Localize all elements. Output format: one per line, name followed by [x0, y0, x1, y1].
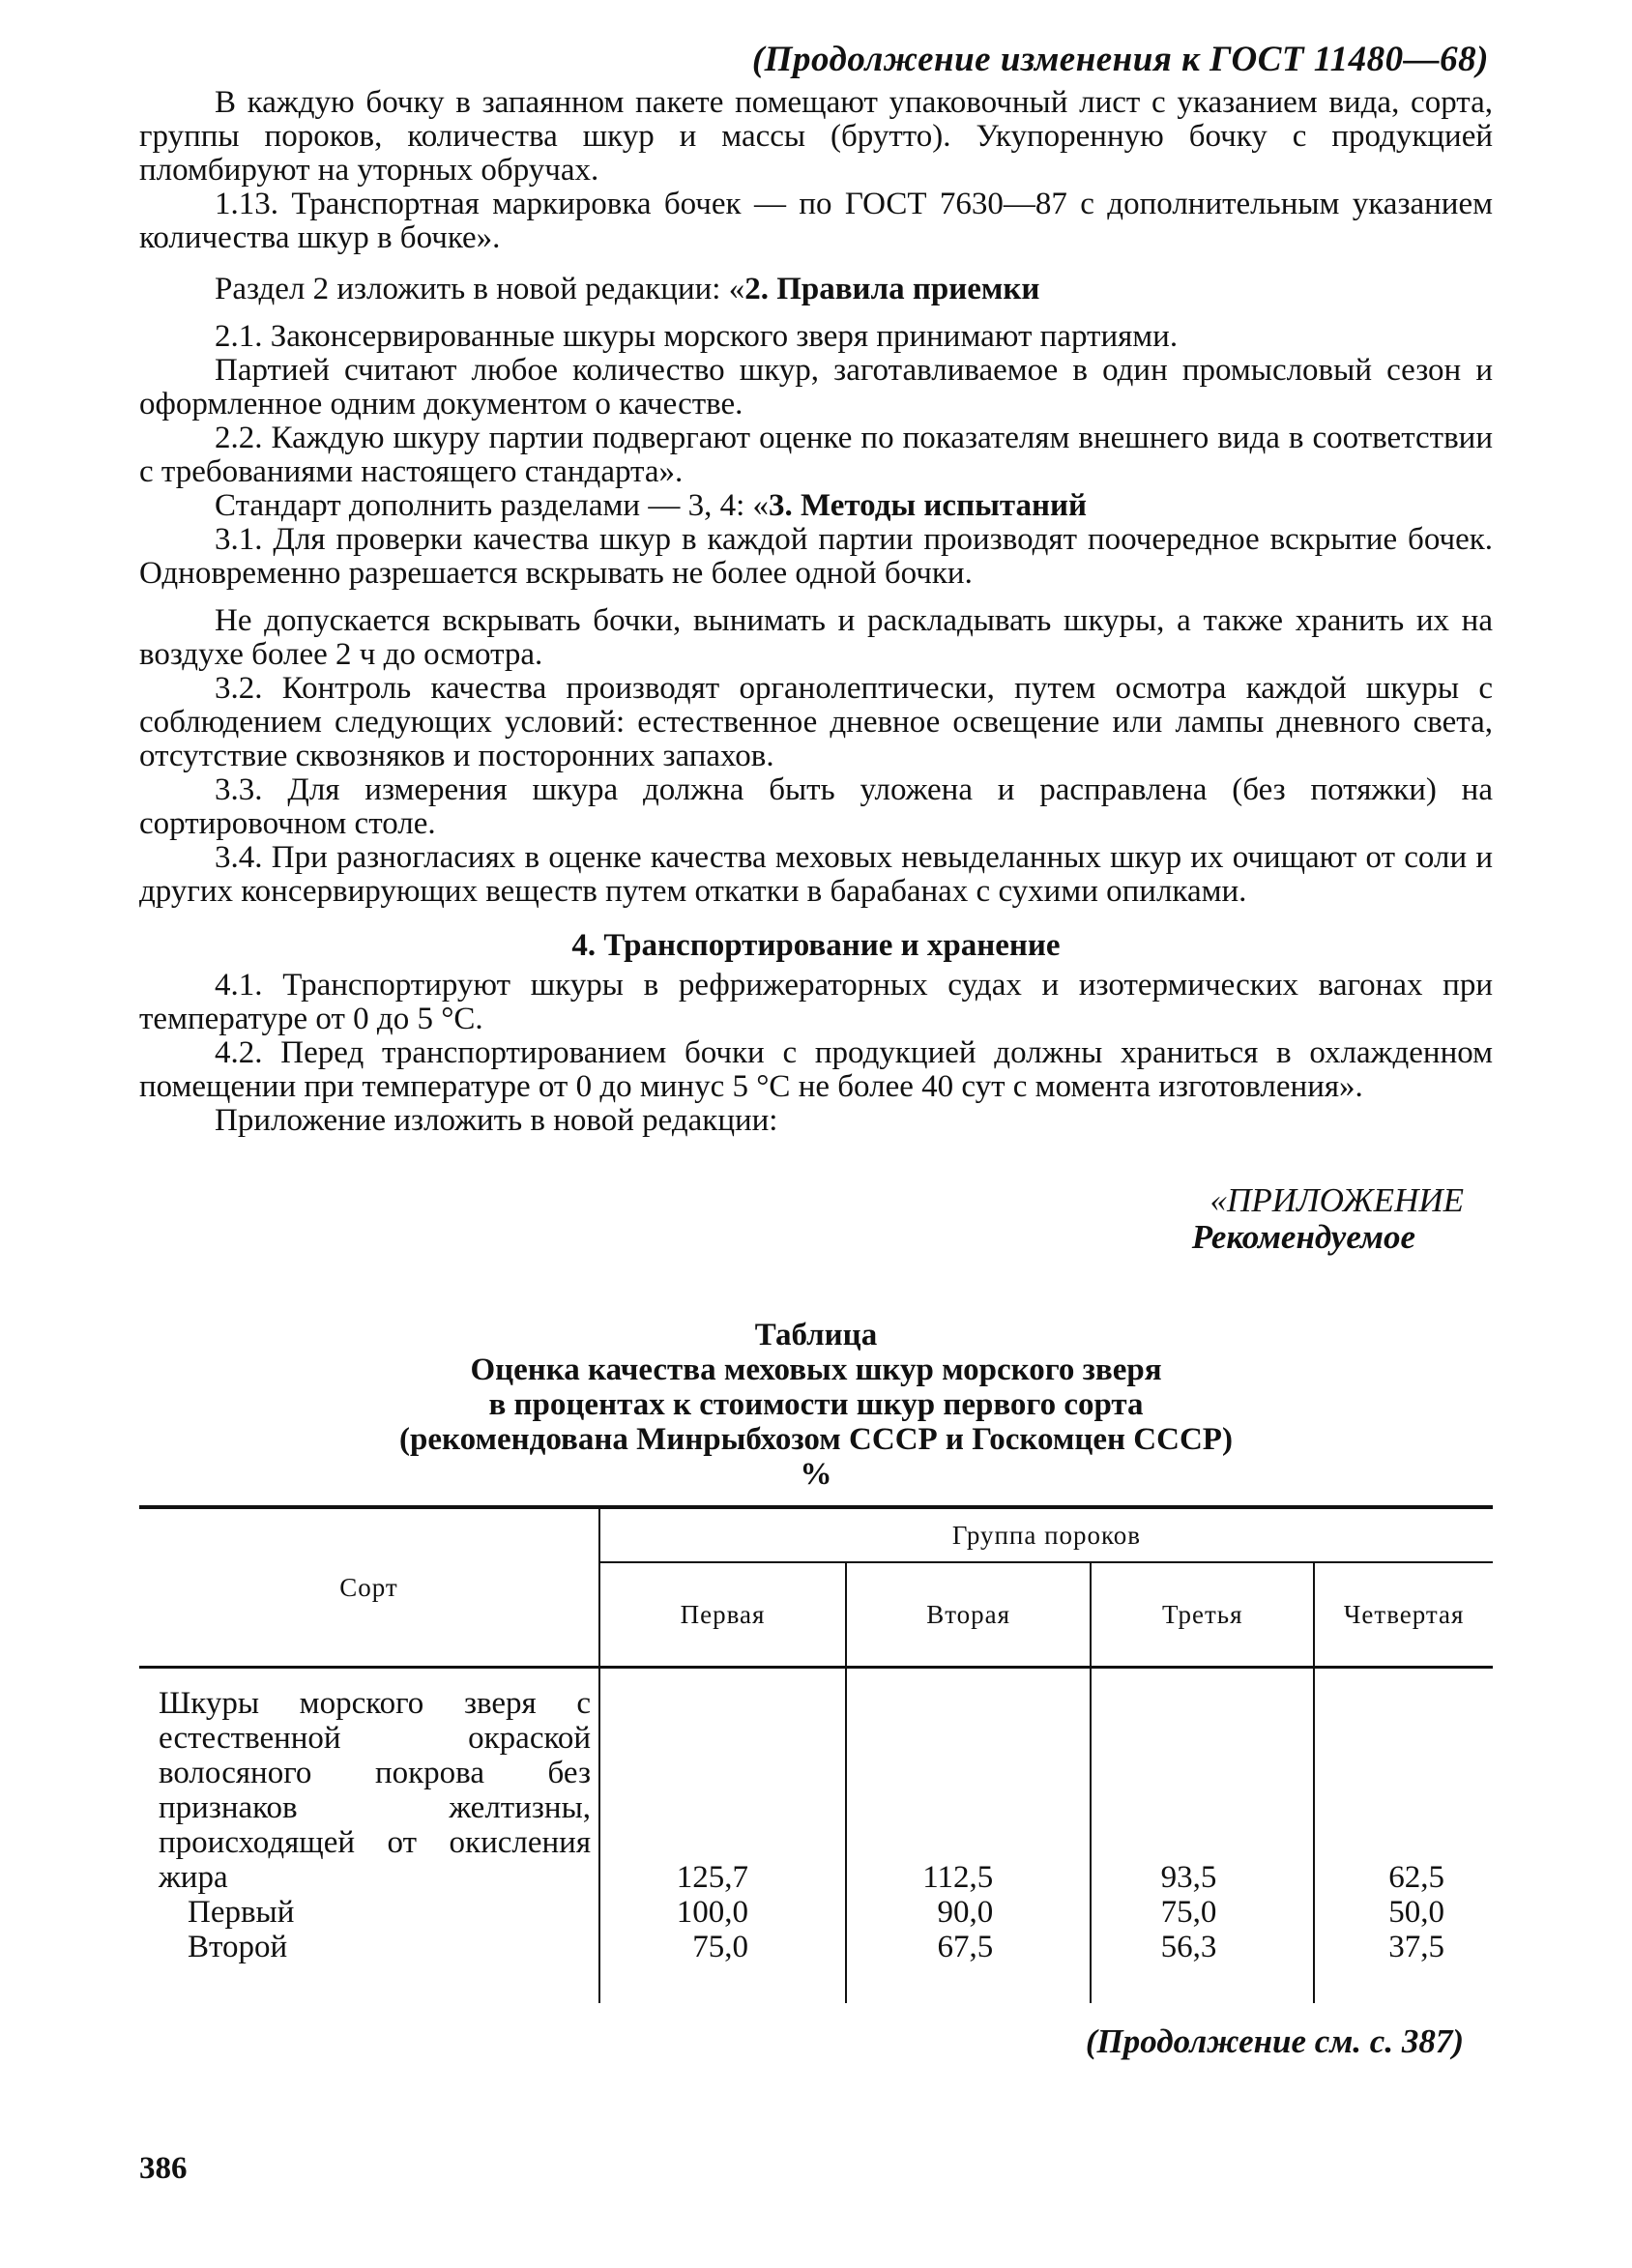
- paragraph: 2.2. Каждую шкуру партии подвергают оценке по показателям внешнего вида в соответствии с требованиями настоящего стандарта».: [139, 421, 1493, 489]
- table-cell: 125,7: [599, 1668, 846, 1896]
- paragraph: 1.13. Транспортная маркировка бочек — по ГОСТ 7630—87 с дополнительным указанием количества шкур в бочке».: [139, 187, 1493, 255]
- table-cell: 50,0: [1388, 1895, 1444, 1930]
- section-title: 2. Правила приемки: [744, 272, 1040, 306]
- table-caption-line: в процентах к стоимости шкур первого сорта: [488, 1387, 1144, 1422]
- paragraph: Партией считают любое количество шкур, заготавливаемое в один промысловый сезон и оформленное одним документом о качестве.: [139, 353, 1493, 422]
- paragraph: 3.3. Для измерения шкура должна быть уложена и расправлена (без потяжки) на сортировочном столе.: [139, 772, 1493, 841]
- row-label-cell: [139, 1895, 599, 1930]
- paragraph: [139, 489, 1493, 523]
- paragraph: 3.1. Для проверки качества шкур в каждой партии производят поочередное вскрытие бочек. Одновременно разрешается вскрывать не более одной бочки.: [139, 522, 1493, 591]
- paragraph: [139, 273, 1493, 306]
- paragraph: 3.2. Контроль качества производят органолептически, путем осмотра каждой шкуры с соблюдением следующих условий: естественное дневное освещение или лампы дневного света, отсутствие сквозняков и посторонних запахов.: [139, 671, 1493, 773]
- column-header: Первая: [599, 1562, 846, 1668]
- appendix-subtitle: Рекомендуемое: [1191, 1218, 1415, 1256]
- running-header: (Продолжение изменения к ГОСТ 11480—68): [751, 40, 1489, 79]
- column-header: Четвертая: [1314, 1562, 1493, 1668]
- continuation-note: (Продолжение см. с. 387): [1085, 2022, 1464, 2060]
- paragraph: 3.4. При разногласиях в оценке качества меховых невыделанных шкур их очищают от соли и других консервирующих веществ путем откатки в барабанах с сухими опилками.: [139, 840, 1493, 909]
- section-title: 3. Методы испытаний: [769, 488, 1088, 523]
- document-page: [139, 39, 1493, 2061]
- paragraph-text: Стандарт дополнить разделами — 3, 4: «: [215, 488, 770, 523]
- paragraph: Не допускается вскрывать бочки, вынимать и раскладывать шкуры, а также хранить их на воздухе более 2 ч до осмотра.: [139, 603, 1493, 672]
- table-cell: 112,5: [846, 1668, 1091, 1896]
- table-caption-line: (рекомендована Минрыбхозом СССР и Госкомцен СССР): [399, 1422, 1233, 1457]
- column-header: Третья: [1091, 1562, 1314, 1668]
- table-cell: 67,5: [846, 1930, 1091, 2003]
- page-number: 386: [139, 2151, 188, 2186]
- column-header: Вторая: [846, 1562, 1091, 1668]
- table-caption-line: Таблица: [754, 1318, 878, 1352]
- paragraph: В каждую бочку в запаянном пакете помещают упаковочный лист с указанием вида, сорта, группы пороков, количества шкур и массы (брутто). Укупоренную бочку с продукцией пломбируют на уторных обручах.: [139, 85, 1493, 188]
- row-label: Первый: [188, 1895, 295, 1930]
- paragraph: 4.2. Перед транспортированием бочки с продукцией должны храниться в охлажденном помещении при температуре от 0 до минус 5 °С не более 40 сут с момента изготовления».: [139, 1035, 1493, 1104]
- table-row: [139, 1895, 1493, 1930]
- row-label-cell: [139, 1668, 599, 1896]
- table-caption-line: %: [800, 1457, 832, 1492]
- quality-table: [139, 1505, 1493, 2003]
- table-cell: 100,0: [599, 1895, 846, 1930]
- table-cell: 62,5: [1388, 1860, 1444, 1895]
- table-cell: 75,0: [1091, 1895, 1314, 1930]
- row-description: Шкуры морского зверя с естественной окраской волосяного покрова без признаков желтизны, происходящей от окисления жира: [159, 1686, 591, 1895]
- column-header-sort: Сорт: [139, 1507, 599, 1668]
- table-cell: 90,0: [846, 1895, 1091, 1930]
- row-label: Второй: [188, 1930, 288, 1964]
- row-label-cell: [139, 1930, 599, 2003]
- table-cell: 37,5: [1388, 1930, 1444, 1964]
- paragraph: 4.1. Транспортируют шкуры в рефрижераторных судах и изотермических вагонах при температуре от 0 до 5 °С.: [139, 968, 1493, 1036]
- table-cell: 93,5: [1091, 1668, 1314, 1896]
- column-header-group: Группа пороков: [599, 1507, 1493, 1562]
- table-cell: 56,3: [1091, 1930, 1314, 2003]
- appendix-title: «ПРИЛОЖЕНИЕ: [1209, 1181, 1464, 1219]
- table-row: [139, 1668, 1493, 1896]
- paragraph: 2.1. Законсервированные шкуры морского зверя принимают партиями.: [215, 319, 1179, 354]
- paragraph: Приложение изложить в новой редакции:: [215, 1103, 778, 1138]
- table-cell: 75,0: [599, 1930, 846, 2003]
- table-row: [139, 1930, 1493, 2003]
- section-heading: 4. Транспортирование и хранение: [571, 928, 1061, 963]
- paragraph-text: Раздел 2 изложить в новой редакции: «: [215, 272, 745, 306]
- table-caption-line: Оценка качества меховых шкур морского зверя: [470, 1352, 1162, 1387]
- appendix-label: [139, 1182, 1493, 1256]
- table-caption: [139, 1318, 1493, 1492]
